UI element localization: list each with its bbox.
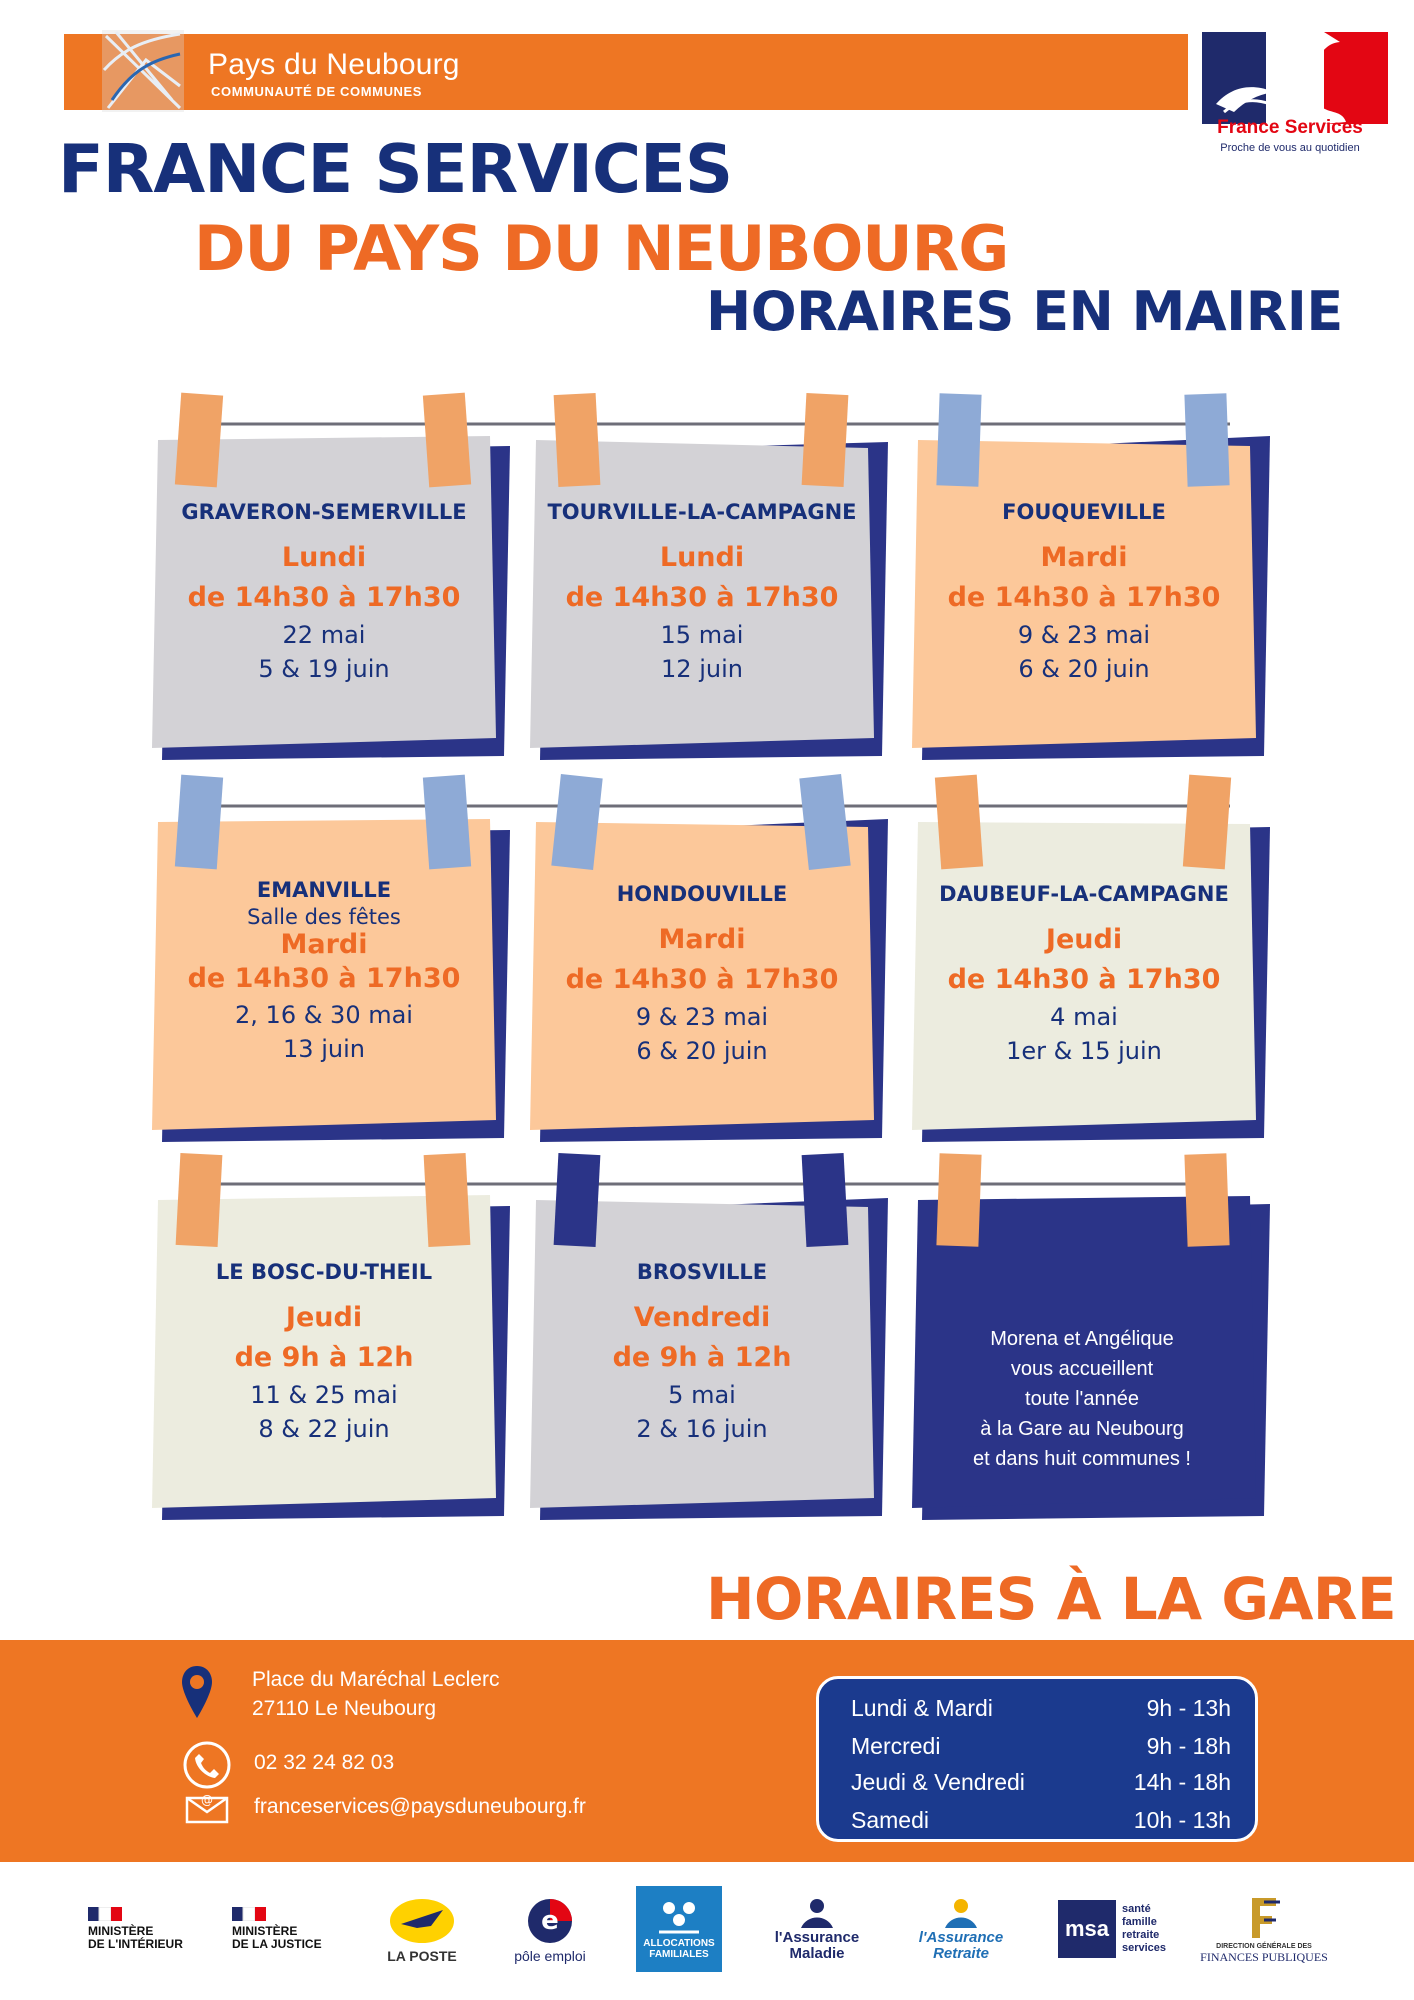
partner-assurance-maladie xyxy=(752,1874,882,1984)
hours-row xyxy=(819,1695,1255,1731)
opening-dates-may: 22 mai xyxy=(282,621,366,649)
hours-row xyxy=(819,1769,1255,1805)
france-services-logo-tagline: Proche de vous au quotidien xyxy=(1220,142,1360,154)
opening-hours-box xyxy=(816,1676,1258,1842)
opening-time: de 14h30 à 17h30 xyxy=(187,963,461,994)
hours-day: Samedi xyxy=(851,1807,929,1833)
opening-day: Lundi xyxy=(659,542,745,573)
dgfip-logo-icon xyxy=(1244,1894,1284,1942)
opening-dates-may: 9 & 23 mai xyxy=(635,1003,769,1031)
partner-la-poste xyxy=(372,1874,472,1984)
title-line-1: FRANCE SERVICES xyxy=(58,130,733,208)
opening-dates-may: 5 mai xyxy=(668,1381,736,1409)
partner-label: Maladie xyxy=(789,1945,845,1962)
note-le-bosc-du-theil xyxy=(154,1260,494,1446)
commune-name: LE BOSC-DU-THEIL xyxy=(215,1260,433,1284)
tape-right xyxy=(1183,775,1231,870)
tape-right xyxy=(1184,393,1229,486)
opening-time: de 14h30 à 17h30 xyxy=(947,582,1221,613)
opening-dates-may: 4 mai xyxy=(1050,1003,1118,1031)
la-poste-logo-icon xyxy=(387,1896,457,1946)
message-line-2: vous accueillent xyxy=(1010,1358,1154,1380)
partner-label: l'Assurance xyxy=(918,1929,1004,1946)
opening-time: de 14h30 à 17h30 xyxy=(947,964,1221,995)
commune-name: FOUQUEVILLE xyxy=(1002,500,1166,524)
partner-label: retraite xyxy=(1121,1929,1160,1941)
partner-label: FINANCES PUBLIQUES xyxy=(1200,1950,1328,1964)
note-tourville-la-campagne xyxy=(532,500,872,686)
msa-tagline xyxy=(1122,1903,1166,1955)
opening-day: Mardi xyxy=(280,929,368,960)
tape-right xyxy=(423,775,471,870)
partner-label: ALLOCATIONS xyxy=(643,1938,715,1949)
tape-right xyxy=(802,1153,849,1247)
tape-left xyxy=(175,775,223,870)
commune-name: HONDOUVILLE xyxy=(616,882,788,906)
hours-time: 9h - 18h xyxy=(1146,1733,1231,1759)
partner-label: famille xyxy=(1121,1916,1157,1928)
gare-title: HORAIRES À LA GARE xyxy=(706,1565,1397,1633)
opening-dates-june: 8 & 22 juin xyxy=(258,1415,390,1443)
assurance-retraite-logo-icon xyxy=(939,1896,983,1930)
partner-label: DE L'INTÉRIEUR xyxy=(88,1937,183,1951)
opening-day: Lundi xyxy=(281,542,367,573)
partner-label: FAMILIALES xyxy=(649,1949,709,1960)
email-address[interactable]: franceservices@paysduneubourg.fr xyxy=(254,1795,586,1818)
commune-name: TOURVILLE-LA-CAMPAGNE xyxy=(547,500,857,524)
caf-logo-icon xyxy=(654,1898,704,1938)
pole-emploi-logo-icon xyxy=(525,1896,575,1946)
opening-day: Jeudi xyxy=(1045,924,1123,955)
opening-day: Mardi xyxy=(1040,542,1128,573)
marianne-flag-icon xyxy=(232,1907,266,1921)
commune-name: BROSVILLE xyxy=(636,1260,768,1284)
address-line-2: 27110 Le Neubourg xyxy=(252,1697,437,1720)
opening-dates-june: 6 & 20 juin xyxy=(1018,655,1150,683)
partner-label: Retraite xyxy=(933,1945,989,1962)
opening-time: de 14h30 à 17h30 xyxy=(187,582,461,613)
opening-dates-may: 2, 16 & 30 mai xyxy=(235,1001,413,1029)
message-line-4: à la Gare au Neubourg xyxy=(980,1418,1184,1440)
partner-dgfip xyxy=(1194,1874,1334,1984)
tape-right xyxy=(424,1153,471,1247)
hours-time: 10h - 13h xyxy=(1133,1807,1231,1833)
hours-time: 14h - 18h xyxy=(1133,1769,1231,1795)
svg-text:@: @ xyxy=(201,1793,213,1807)
opening-day: Mardi xyxy=(658,924,746,955)
note-hondouville xyxy=(532,882,872,1068)
venue-name: Salle des fêtes xyxy=(247,905,401,929)
commune-name: GRAVERON-SEMERVILLE xyxy=(181,500,467,524)
title-line-3: HORAIRES EN MAIRIE xyxy=(706,280,1343,343)
phone-number[interactable]: 02 32 24 82 03 xyxy=(254,1751,395,1774)
location-pin-icon xyxy=(180,1664,214,1722)
partner-label: LA POSTE xyxy=(387,1947,457,1964)
phone-icon xyxy=(182,1740,232,1790)
note-message xyxy=(912,1324,1252,1474)
title-line-2: DU PAYS DU NEUBOURG xyxy=(194,212,1009,285)
note-graveron-semerville xyxy=(154,500,494,686)
marianne-flag-icon xyxy=(88,1907,122,1921)
partner-label: DIRECTION GÉNÉRALE DES xyxy=(1216,1943,1312,1950)
note-brosville xyxy=(532,1260,872,1446)
tape-left xyxy=(554,393,601,487)
hours-time: 9h - 13h xyxy=(1146,1695,1231,1721)
partner-msa xyxy=(1048,1874,1176,1984)
opening-dates-may: 15 mai xyxy=(660,621,744,649)
partner-label: services xyxy=(1121,1942,1167,1954)
note-emanville xyxy=(154,878,494,1066)
tape-right xyxy=(802,393,849,487)
opening-dates-june: 13 juin xyxy=(283,1035,365,1063)
hours-row xyxy=(819,1807,1255,1843)
opening-dates-june: 1er & 15 juin xyxy=(1006,1037,1162,1065)
opening-dates-june: 5 & 19 juin xyxy=(258,655,390,683)
note-daubeuf-la-campagne xyxy=(914,882,1254,1068)
tape-left xyxy=(554,1153,601,1247)
opening-dates-june: 12 juin xyxy=(661,655,743,683)
partner-assurance-retraite xyxy=(896,1874,1026,1984)
tape-right xyxy=(423,393,471,488)
opening-time: de 14h30 à 17h30 xyxy=(565,964,839,995)
svg-text:e: e xyxy=(541,1905,559,1936)
partner-ministere-interieur xyxy=(88,1874,208,1984)
note-fouqueville xyxy=(914,500,1254,686)
hours-day: Jeudi & Vendredi xyxy=(851,1769,1025,1795)
opening-time: de 9h à 12h xyxy=(234,1342,414,1373)
opening-time: de 14h30 à 17h30 xyxy=(565,582,839,613)
france-services-logo-name: France Services xyxy=(1217,117,1363,138)
tape-left xyxy=(935,775,983,870)
message-line-3: toute l'année xyxy=(1025,1388,1139,1410)
hours-day: Lundi & Mardi xyxy=(851,1695,993,1721)
partner-label: MINISTÈRE xyxy=(88,1924,154,1938)
msa-logo-icon: msa xyxy=(1058,1900,1116,1958)
partner-label: DE LA JUSTICE xyxy=(232,1937,322,1951)
partner-ministere-justice xyxy=(232,1874,342,1984)
partner-label: MINISTÈRE xyxy=(232,1924,298,1938)
tape-right xyxy=(1184,1153,1229,1246)
tape-left xyxy=(176,1153,223,1247)
opening-dates-june: 2 & 16 juin xyxy=(636,1415,768,1443)
org-name: Pays du Neubourg xyxy=(208,48,460,81)
message-line-5: et dans huit communes ! xyxy=(973,1448,1191,1470)
message-line-1: Morena et Angélique xyxy=(990,1328,1174,1350)
address-line-1: Place du Maréchal Leclerc xyxy=(252,1668,500,1691)
org-subtitle: COMMUNAUTÉ DE COMMUNES xyxy=(211,84,423,99)
hours-row xyxy=(819,1733,1255,1769)
opening-time: de 9h à 12h xyxy=(612,1342,792,1373)
opening-dates-june: 6 & 20 juin xyxy=(636,1037,768,1065)
opening-day: Vendredi xyxy=(633,1302,771,1333)
partner-pole-emploi xyxy=(500,1874,600,1984)
opening-day: Jeudi xyxy=(285,1302,363,1333)
commune-name: DAUBEUF-LA-CAMPAGNE xyxy=(939,882,1229,906)
partner-caf xyxy=(636,1886,722,1972)
tape-left xyxy=(936,393,981,486)
email-icon xyxy=(184,1790,230,1824)
hours-day: Mercredi xyxy=(851,1733,941,1759)
tape-left xyxy=(936,1153,981,1246)
tape-left xyxy=(175,393,223,488)
commune-name: EMANVILLE xyxy=(256,878,392,902)
assurance-maladie-logo-icon xyxy=(795,1896,839,1930)
partner-label: pôle emploi xyxy=(514,1947,586,1964)
partner-label: santé xyxy=(1121,1903,1151,1915)
opening-dates-may: 11 & 25 mai xyxy=(250,1381,398,1409)
opening-dates-may: 9 & 23 mai xyxy=(1017,621,1151,649)
partner-label: l'Assurance xyxy=(774,1929,860,1946)
